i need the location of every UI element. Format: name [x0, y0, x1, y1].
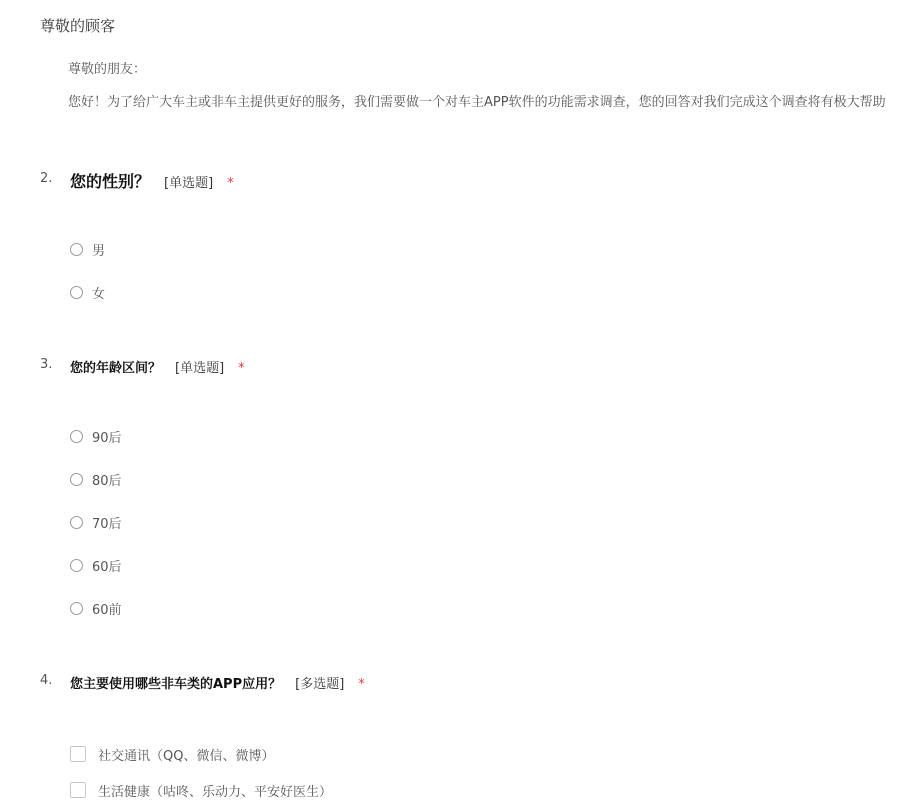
option-label: 70后: [92, 516, 122, 532]
option-age-80s[interactable]: [70, 470, 122, 488]
option-age-70s[interactable]: [70, 513, 122, 531]
question-number: 3.: [40, 357, 53, 372]
question-type-label: [多选题]: [295, 677, 345, 692]
option-age-before-60s[interactable]: [70, 599, 122, 617]
option-age-90s[interactable]: [70, 427, 122, 445]
intro-text: 您好！为了给广大车主或非车主提供更好的服务，我们需要做一个对车主APP软件的功能需求调查，您的回答对我们完成这个调查将有极大帮助: [68, 95, 886, 110]
question-title-text: 您主要使用哪些非车类的APP应用？: [70, 677, 282, 692]
question-number: 2.: [40, 171, 53, 186]
question-number: 4.: [40, 673, 53, 688]
question-type-label: [单选题]: [164, 176, 214, 191]
option-app-social[interactable]: [70, 745, 274, 763]
greeting-text: 尊敬的朋友：: [68, 62, 147, 77]
option-label: 男: [92, 243, 106, 259]
question-title-text: 您的年龄区间？: [70, 361, 162, 376]
option-label: 90后: [92, 430, 122, 446]
question-title-gender: [70, 169, 234, 192]
radio-button[interactable]: [70, 473, 83, 486]
option-label: 生活健康（咕咚、乐动力、平安好医生）: [98, 784, 333, 800]
option-gender-female[interactable]: [70, 283, 105, 301]
radio-button[interactable]: [70, 243, 83, 256]
survey-title: 尊敬的顾客: [40, 17, 116, 35]
radio-button[interactable]: [70, 516, 83, 529]
radio-button[interactable]: [70, 430, 83, 443]
radio-button[interactable]: [70, 286, 83, 299]
required-marker: *: [227, 176, 234, 191]
radio-button[interactable]: [70, 602, 83, 615]
option-label: 女: [92, 286, 106, 302]
checkbox[interactable]: [70, 746, 86, 762]
required-marker: *: [358, 677, 365, 692]
radio-button[interactable]: [70, 559, 83, 572]
option-label: 60前: [92, 602, 122, 618]
option-age-60s[interactable]: [70, 556, 122, 574]
option-app-health[interactable]: [70, 781, 332, 799]
option-gender-male[interactable]: [70, 240, 105, 258]
checkbox[interactable]: [70, 782, 86, 798]
question-title-text: 您的性别？: [70, 172, 151, 191]
required-marker: *: [238, 361, 245, 376]
question-title-age: [70, 357, 245, 376]
question-type-label: [单选题]: [175, 361, 225, 376]
option-label: 80后: [92, 473, 122, 489]
question-title-apps: [70, 673, 365, 692]
option-label: 60后: [92, 559, 122, 575]
option-label: 社交通讯（QQ、微信、微博）: [98, 748, 275, 764]
